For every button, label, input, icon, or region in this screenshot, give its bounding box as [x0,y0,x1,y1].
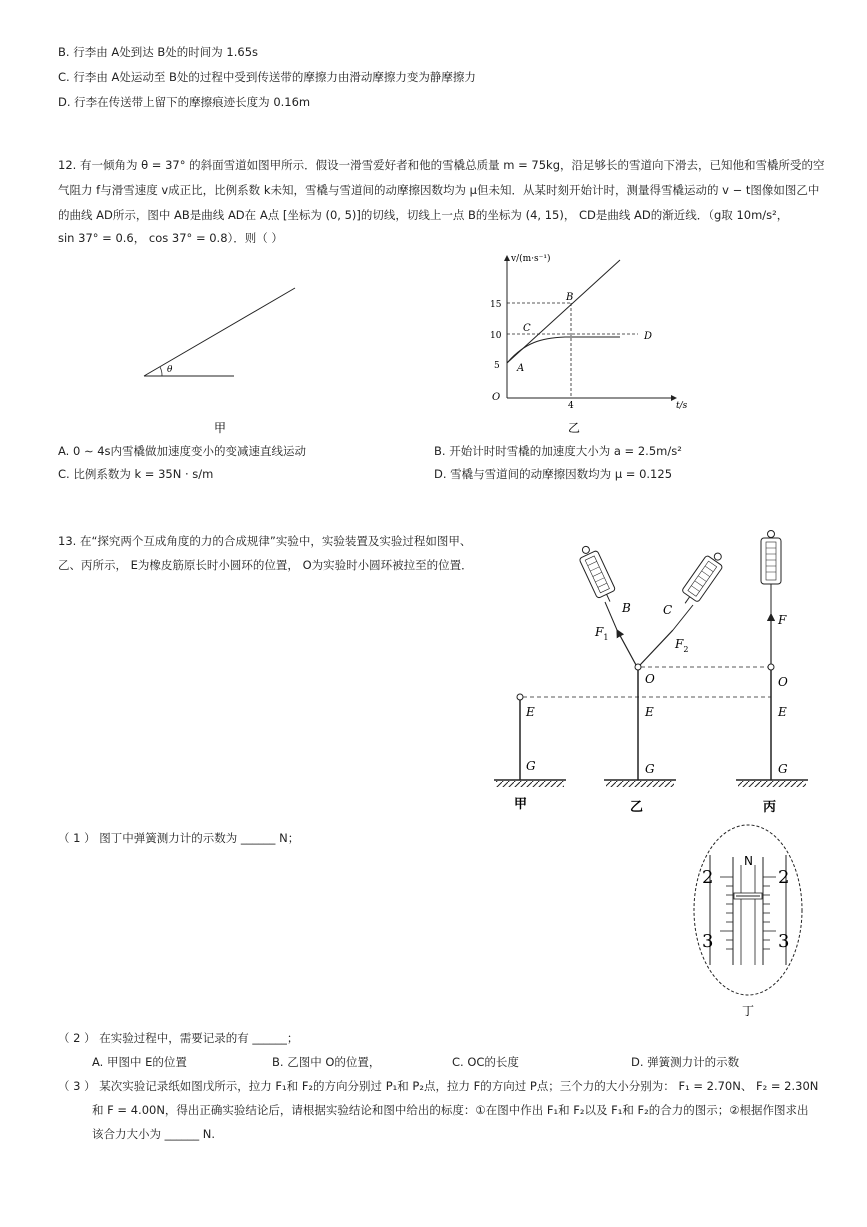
q13-sub3-line-3: 该合力大小为 ______ N. [92,1127,216,1141]
x-tick-4: 4 [568,401,574,411]
q13-sub2-option-c: C. OC的长度 [452,1055,519,1069]
origin-label: O [492,392,501,403]
q11-option-d: D. 行李在传送带上留下的摩擦痕迹长度为 0.16m [58,95,311,109]
angle-label: θ [167,365,173,375]
q12-stem-line-4: sin 37° = 0.6， cos 37° = 0.8）．则（ ） [58,231,283,245]
label-o-bing: O [778,675,788,689]
spring-gauge-figure [690,825,810,1025]
y-tick-15: 15 [490,300,502,310]
spring-scale-vertical [761,531,781,593]
label-o-yi: O [645,672,655,686]
spring-scale-b [575,543,619,606]
y-tick-5: 5 [494,361,500,371]
q12-option-b: B. 开始计时时雪橇的加速度大小为 a = 2.5m/s² [434,444,682,458]
gauge-tick-3-left: 3 [702,931,714,952]
label-f2: $F_2$ [675,637,689,654]
q12-stem-line-2: 气阻力 f与滑雪速度 v成正比，比例系数 k未知，雪橇与雪道间的动摩擦因数均为 μ但未知．从某时刻开始计时，测量得雪橇运动的 v − t图像如图乙中 [58,183,820,197]
q13-sub3-line-2: 和 F = 4.00N，得出正确实验结论后，请根据实验结论和图中给出的标度：①在图中作出 F₁和 F₂以及 F₁和 F₂的合力的图示；②根据作图求出 [92,1103,809,1117]
q13-sub2-option-d: D. 弹簧测力计的示数 [631,1055,740,1069]
q13-sub2-option-b: B. 乙图中 O的位置， [272,1055,381,1069]
label-g-yi: G [645,762,655,776]
label-f: F [778,613,787,627]
q13-sub3-line-1: （ 3 ） 某次实验记录纸如图戊所示，拉力 F₁和 F₂的方向分别过 P₁和 P₂点，拉力 F的方向过 P点；三个力的大小分别为： F₁ = 2.70N、 F₂ = 2.30N [58,1079,819,1093]
q12-option-d: D. 雪橇与雪道间的动摩擦因数均为 μ = 0.125 [434,467,673,481]
ground-jia [494,780,566,787]
figure-caption-jia: 甲 [214,421,227,435]
label-e-bing: E [778,705,787,719]
gauge-tick-2-left: 2 [702,867,714,888]
y-axis-label: v/(m·s⁻¹) [511,254,551,264]
caption-bing: 丙 [763,800,777,815]
q13-sub2: （ 2 ） 在实验过程中，需要记录的有 ______； [58,1031,299,1045]
vt-graph [480,250,700,440]
label-g-bing: G [778,762,788,776]
q12-stem-line-1: 12. 有一倾角为 θ = 37° 的斜面雪道如图甲所示．假设一滑雪爱好者和他的雪橇总质量 m = 75kg，沿足够长的雪道向下滑去，已知他和雪橇所受的空 [58,158,825,172]
caption-jia: 甲 [514,797,528,812]
force-experiment-figure [490,530,820,820]
q12-option-a: A. 0 ∼ 4s内雪橇做加速度变小的变减速直线运动 [58,444,307,458]
q13-sub1: （ 1 ） 图丁中弹簧测力计的示数为 ______ N； [58,831,300,845]
gauge-tick-2-right: 2 [778,867,790,888]
q12-stem-line-3: 的曲线 AD所示，图中 AB是曲线 AD在 A点 [坐标为 (0, 5)]的切线，切线上一点 B的坐标为 (4, 15)， CD是曲线 AD的渐近线．（g取 10m/s²， [58,208,789,222]
q11-option-c: C. 行李由 A处运动至 B处的过程中受到传送带的摩擦力由滑动摩擦力变为静摩擦力 [58,70,476,84]
spring-scale-c [677,548,728,609]
label-f1: $F_1$ [595,625,609,642]
x-axis-label: t/s [676,401,688,411]
ground-yi [604,780,676,787]
gauge-tick-3-right: 3 [778,931,790,952]
caption-ding: 丁 [742,1004,755,1018]
q12-option-c: C. 比例系数为 k = 35N · s/m [58,467,214,481]
curve-ad [507,337,620,363]
point-d: D [644,331,653,342]
ground-bing [736,780,808,787]
point-a: A [517,363,525,374]
gauge-unit: N [744,854,753,868]
point-c: C [523,323,531,334]
q13-stem-line-1: 13. 在“探究两个互成角度的力的合成规律”实验中，实验装置及实验过程如图甲、 [58,534,472,548]
figure-caption-yi: 乙 [568,421,581,435]
point-b: B [566,292,574,303]
label-b: B [622,601,631,615]
label-c: C [663,603,673,617]
q13-sub2-option-a: A. 甲图中 E的位置 [92,1055,187,1069]
y-tick-10: 10 [490,331,502,341]
q11-option-b: B. 行李由 A处到达 B处的时间为 1.65s [58,45,259,59]
label-e-yi: E [645,705,654,719]
label-e-jia: E [526,705,535,719]
caption-yi: 乙 [630,800,644,815]
incline-figure [130,280,310,440]
q13-stem-line-2: 乙、丙所示， E为橡皮筋原长时小圆环的位置， O为实验时小圆环被拉至的位置． [58,558,473,572]
label-g-jia: G [526,759,536,773]
